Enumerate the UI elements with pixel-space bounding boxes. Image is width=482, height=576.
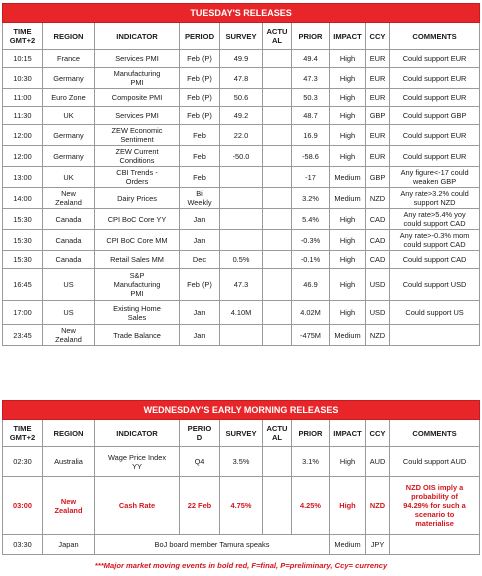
cell-comments: Could support AUD — [390, 447, 480, 477]
cell-time: 12:00 — [3, 125, 43, 146]
cell-prior: 48.7 — [292, 107, 330, 125]
cell-impact: High — [330, 68, 366, 89]
cell-ccy: CAD — [366, 209, 390, 230]
cell-comments: Could support USD — [390, 269, 480, 301]
cell-region: Japan — [43, 535, 95, 555]
wednesday-releases-table — [2, 400, 480, 555]
cell-impact: High — [330, 269, 366, 301]
cell-period: Jan — [180, 209, 220, 230]
cell-period: Q4 — [180, 447, 220, 477]
cell-ccy: EUR — [366, 50, 390, 68]
header-actual: ACTU AL — [263, 420, 292, 447]
cell-time: 11:00 — [3, 89, 43, 107]
header-indicator: INDICATOR — [95, 420, 180, 447]
cell-indicator: Retail Sales MM — [95, 251, 180, 269]
header-ccy: CCY — [366, 420, 390, 447]
cell-time: 12:00 — [3, 146, 43, 167]
tuesday-header-row — [3, 23, 480, 50]
cell-ccy: CAD — [366, 230, 390, 251]
cell-impact: High — [330, 146, 366, 167]
cell-region: New Zealand — [43, 325, 95, 346]
cell-period: Jan — [180, 325, 220, 346]
footnote: ***Major market moving events in bold red, F=final, P=preliminary, Ccy= currency — [94, 561, 388, 570]
cell-prior: -58.6 — [292, 146, 330, 167]
cell-region: Canada — [43, 209, 95, 230]
table-row — [3, 125, 480, 146]
cell-comments: Could support EUR — [390, 89, 480, 107]
cell-region: UK — [43, 107, 95, 125]
wednesday-title: WEDNESDAY'S EARLY MORNING RELEASES — [3, 401, 480, 420]
cell-survey — [220, 188, 263, 209]
cell-ccy: USD — [366, 301, 390, 325]
cell-time: 02:30 — [3, 447, 43, 477]
cell-comments: Could support EUR — [390, 68, 480, 89]
cell-time: 03:00 — [3, 477, 43, 535]
header-time: TIME GMT+2 — [3, 420, 43, 447]
cell-ccy: NZD — [366, 188, 390, 209]
header-ccy: CCY — [366, 23, 390, 50]
cell-prior: 47.3 — [292, 68, 330, 89]
cell-comments: NZD OIS imply a probability of 94.29% for such a scenario to materialise — [390, 477, 480, 535]
cell-indicator: Dairy Prices — [95, 188, 180, 209]
cell-ccy: USD — [366, 269, 390, 301]
header-comments: COMMENTS — [390, 420, 480, 447]
cell-survey: 4.10M — [220, 301, 263, 325]
tuesday-releases-table — [2, 3, 480, 346]
cell-impact: High — [330, 477, 366, 535]
cell-comments: Could support EUR — [390, 146, 480, 167]
cell-comments: Any figure<-17 could weaken GBP — [390, 167, 480, 188]
table-spacer — [2, 379, 479, 399]
header-survey: SURVEY — [220, 23, 263, 50]
cell-indicator: Wage Price Index YY — [95, 447, 180, 477]
cell-survey: -50.0 — [220, 146, 263, 167]
cell-region: Germany — [43, 125, 95, 146]
cell-survey — [220, 209, 263, 230]
cell-region: Euro Zone — [43, 89, 95, 107]
cell-ccy: GBP — [366, 167, 390, 188]
cell-actual — [263, 107, 292, 125]
cell-ccy: EUR — [366, 125, 390, 146]
cell-comments: Any rate>5.4% yoy could support CAD — [390, 209, 480, 230]
table-row — [3, 325, 480, 346]
header-impact: IMPACT — [330, 420, 366, 447]
cell-prior: 50.3 — [292, 89, 330, 107]
cell-region: UK — [43, 167, 95, 188]
cell-impact: High — [330, 301, 366, 325]
cell-region: Canada — [43, 251, 95, 269]
header-survey: SURVEY — [220, 420, 263, 447]
cell-prior: 46.9 — [292, 269, 330, 301]
cell-indicator: Composite PMI — [95, 89, 180, 107]
cell-ccy: EUR — [366, 89, 390, 107]
cell-indicator: Cash Rate — [95, 477, 180, 535]
table-row — [3, 301, 480, 325]
table-row — [3, 251, 480, 269]
cell-region: US — [43, 301, 95, 325]
cell-impact: Medium — [330, 535, 366, 555]
cell-region: Germany — [43, 68, 95, 89]
cell-period: Feb — [180, 125, 220, 146]
cell-survey: 3.5% — [220, 447, 263, 477]
cell-actual — [263, 230, 292, 251]
cell-actual — [263, 125, 292, 146]
cell-actual — [263, 68, 292, 89]
cell-period: Bi Weekly — [180, 188, 220, 209]
cell-indicator: Services PMI — [95, 50, 180, 68]
cell-actual — [263, 188, 292, 209]
table-row — [3, 89, 480, 107]
cell-period: Feb (P) — [180, 50, 220, 68]
cell-actual — [263, 477, 292, 535]
cell-ccy: AUD — [366, 447, 390, 477]
cell-indicator: ZEW Current Conditions — [95, 146, 180, 167]
cell-impact: Medium — [330, 188, 366, 209]
cell-time: 16:45 — [3, 269, 43, 301]
cell-impact: High — [330, 230, 366, 251]
cell-survey — [220, 230, 263, 251]
cell-prior: -0.1% — [292, 251, 330, 269]
wednesday-header-row — [3, 420, 480, 447]
cell-time: 11:30 — [3, 107, 43, 125]
cell-impact: High — [330, 125, 366, 146]
cell-indicator: CPI BoC Core MM — [95, 230, 180, 251]
cell-ccy: JPY — [366, 535, 390, 555]
cell-period: Jan — [180, 230, 220, 251]
cell-comments: Could support US — [390, 301, 480, 325]
cell-impact: High — [330, 89, 366, 107]
cell-comments: Could support EUR — [390, 50, 480, 68]
cell-actual — [263, 209, 292, 230]
cell-actual — [263, 251, 292, 269]
cell-actual — [263, 50, 292, 68]
cell-impact: High — [330, 447, 366, 477]
cell-period: Dec — [180, 251, 220, 269]
cell-actual — [263, 447, 292, 477]
cell-prior: 16.9 — [292, 125, 330, 146]
cell-indicator: CBI Trends - Orders — [95, 167, 180, 188]
cell-time: 03:30 — [3, 535, 43, 555]
cell-time: 17:00 — [3, 301, 43, 325]
cell-period: Feb (P) — [180, 107, 220, 125]
header-indicator: INDICATOR — [95, 23, 180, 50]
cell-time: 15:30 — [3, 230, 43, 251]
table-row — [3, 188, 480, 209]
cell-impact: Medium — [330, 167, 366, 188]
cell-impact: High — [330, 50, 366, 68]
cell-impact: High — [330, 251, 366, 269]
cell-comments — [390, 535, 480, 555]
cell-survey — [220, 325, 263, 346]
cell-actual — [263, 146, 292, 167]
table-row — [3, 230, 480, 251]
table-row — [3, 209, 480, 230]
cell-region: US — [43, 269, 95, 301]
cell-impact: High — [330, 209, 366, 230]
cell-indicator: ZEW Economic Sentiment — [95, 125, 180, 146]
cell-survey: 49.2 — [220, 107, 263, 125]
cell-region: New Zealand — [43, 477, 95, 535]
cell-prior: 4.25% — [292, 477, 330, 535]
cell-period: Feb — [180, 167, 220, 188]
cell-region: Canada — [43, 230, 95, 251]
cell-prior: -475M — [292, 325, 330, 346]
table-row — [3, 269, 480, 301]
cell-survey: 4.75% — [220, 477, 263, 535]
cell-prior: 3.1% — [292, 447, 330, 477]
cell-indicator: S&P Manufacturing PMI — [95, 269, 180, 301]
header-actual: ACTU AL — [263, 23, 292, 50]
table-row — [3, 68, 480, 89]
cell-ccy: NZD — [366, 477, 390, 535]
cell-prior: 3.2% — [292, 188, 330, 209]
cell-survey: 49.9 — [220, 50, 263, 68]
cell-time: 15:30 — [3, 209, 43, 230]
cell-ccy: EUR — [366, 146, 390, 167]
cell-actual — [263, 325, 292, 346]
cell-period: Feb (P) — [180, 68, 220, 89]
cell-time: 14:00 — [3, 188, 43, 209]
header-prior: PRIOR — [292, 420, 330, 447]
cell-survey — [220, 167, 263, 188]
cell-region: New Zealand — [43, 188, 95, 209]
cell-actual — [263, 167, 292, 188]
cell-ccy: CAD — [366, 251, 390, 269]
cell-survey: 50.6 — [220, 89, 263, 107]
cell-time: 13:00 — [3, 167, 43, 188]
cell-comments: Could support GBP — [390, 107, 480, 125]
table-row — [3, 167, 480, 188]
cell-indicator: Trade Balance — [95, 325, 180, 346]
cell-ccy: NZD — [366, 325, 390, 346]
table-row — [3, 477, 480, 535]
cell-survey: 0.5% — [220, 251, 263, 269]
cell-ccy: GBP — [366, 107, 390, 125]
cell-indicator: Services PMI — [95, 107, 180, 125]
cell-region: Australia — [43, 447, 95, 477]
cell-region: Germany — [43, 146, 95, 167]
header-period: PERIOD — [180, 23, 220, 50]
cell-comments: Could support CAD — [390, 251, 480, 269]
table-row — [3, 146, 480, 167]
cell-survey: 22.0 — [220, 125, 263, 146]
cell-indicator: Manufacturing PMI — [95, 68, 180, 89]
header-region: REGION — [43, 23, 95, 50]
cell-region: France — [43, 50, 95, 68]
header-region: REGION — [43, 420, 95, 447]
tuesday-title: TUESDAY'S RELEASES — [3, 4, 480, 23]
cell-indicator: Existing Home Sales — [95, 301, 180, 325]
cell-prior: 5.4% — [292, 209, 330, 230]
cell-period: Jan — [180, 301, 220, 325]
table-row — [3, 107, 480, 125]
cell-comments: Any rate>-0.3% mom could support CAD — [390, 230, 480, 251]
header-comments: COMMENTS — [390, 23, 480, 50]
cell-actual — [263, 89, 292, 107]
cell-comments — [390, 325, 480, 346]
cell-prior: 49.4 — [292, 50, 330, 68]
header-time: TIME GMT+2 — [3, 23, 43, 50]
cell-survey: 47.8 — [220, 68, 263, 89]
cell-time: 10:30 — [3, 68, 43, 89]
header-impact: IMPACT — [330, 23, 366, 50]
cell-prior: -0.3% — [292, 230, 330, 251]
header-prior: PRIOR — [292, 23, 330, 50]
cell-actual — [263, 269, 292, 301]
cell-comments: Could support EUR — [390, 125, 480, 146]
cell-period: Feb — [180, 146, 220, 167]
cell-period: Feb (P) — [180, 89, 220, 107]
cell-prior: 4.02M — [292, 301, 330, 325]
cell-time: 15:30 — [3, 251, 43, 269]
cell-survey: 47.3 — [220, 269, 263, 301]
header-period: PERIO D — [180, 420, 220, 447]
cell-actual — [263, 301, 292, 325]
cell-ccy: EUR — [366, 68, 390, 89]
table-row — [3, 50, 480, 68]
cell-period: 22 Feb — [180, 477, 220, 535]
cell-impact: High — [330, 107, 366, 125]
cell-time: 23:45 — [3, 325, 43, 346]
cell-event: BoJ board member Tamura speaks — [95, 535, 330, 555]
cell-indicator: CPI BoC Core YY — [95, 209, 180, 230]
cell-prior: -17 — [292, 167, 330, 188]
cell-impact: Medium — [330, 325, 366, 346]
cell-period: Feb (P) — [180, 269, 220, 301]
table-row — [3, 535, 480, 555]
cell-comments: Any rate>3.2% could support NZD — [390, 188, 480, 209]
cell-time: 10:15 — [3, 50, 43, 68]
table-row — [3, 447, 480, 477]
